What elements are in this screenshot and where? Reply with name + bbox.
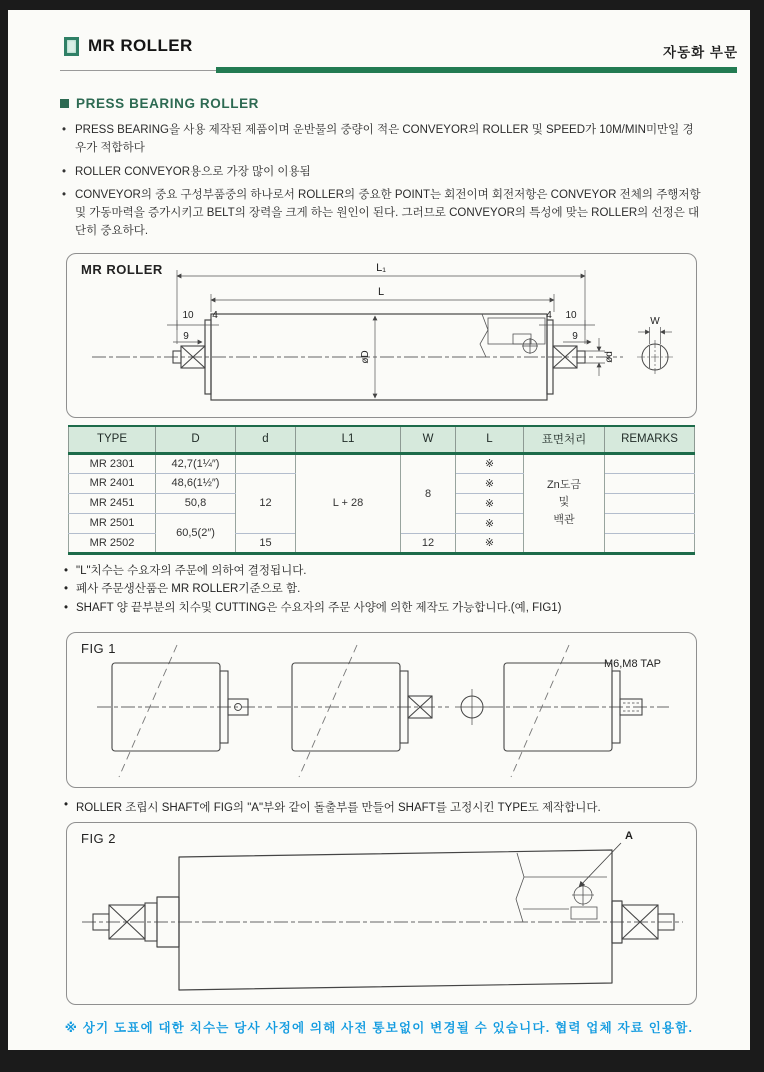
type-cell: MR 2501	[69, 513, 156, 533]
fig2-title: FIG 2	[81, 831, 117, 846]
w-cell: 8	[401, 453, 456, 533]
note-item	[64, 562, 704, 580]
note-item	[64, 599, 704, 617]
table-notes	[64, 562, 704, 617]
note-item	[64, 580, 704, 598]
roller-diagram-box	[66, 253, 697, 418]
type-cell: MR 2451	[69, 493, 156, 513]
header-rule-green-bar	[216, 67, 737, 73]
section-heading-text: PRESS BEARING ROLLER	[76, 96, 260, 111]
assembly-note	[64, 799, 704, 815]
l-cell: ※	[456, 533, 524, 553]
bullet-item	[62, 187, 704, 240]
l-cell: ※	[456, 453, 524, 473]
bullet-item	[62, 164, 704, 182]
l-cell: ※	[456, 513, 524, 533]
l-cell: ※	[456, 493, 524, 513]
remarks-cell	[605, 453, 695, 473]
title-square-icon	[64, 37, 79, 56]
fig1-svg	[67, 633, 698, 789]
table-header-row	[69, 426, 695, 453]
d-major-cell: 42,7(1¼″)	[156, 453, 236, 473]
d-major-cell: 60,5(2″)	[156, 513, 236, 553]
footer-disclaimer: ※ 상기 도표에 대한 치수는 당사 사정에 의해 사전 통보없이 변경될 수 있습니다. 협력 업체 자료 인용함.	[64, 1021, 694, 1035]
surface-line: Zn도금	[546, 479, 582, 492]
l-cell: ※	[456, 473, 524, 493]
remarks-cell	[605, 473, 695, 493]
d-minor-cell: 12	[236, 473, 296, 533]
d-minor-cell: 15	[236, 533, 296, 553]
surface-treatment-cell	[524, 453, 605, 553]
tap-label: M6,M8 TAP	[603, 658, 661, 670]
diagram-box-title: MR ROLLER	[81, 262, 163, 277]
type-cell: MR 2401	[69, 473, 156, 493]
header-cell-surface: 표면처리	[524, 426, 605, 453]
w-cell: 12	[401, 533, 456, 553]
d-major-cell: 50,8	[156, 493, 236, 513]
a-label: A	[625, 830, 633, 842]
label-right-9: 9	[572, 331, 578, 342]
bullet-text: ROLLER CONVEYOR용으로 가장 많이 이용됨	[75, 165, 311, 178]
bullet-marker: •	[64, 565, 69, 577]
bullet-item	[62, 122, 704, 158]
fig2-svg	[67, 823, 698, 1006]
roller-diagram-svg	[67, 254, 698, 419]
label-left-4: 4	[212, 310, 218, 321]
bullet-marker: •	[62, 189, 67, 202]
label-w: W	[650, 316, 660, 327]
bullet-marker: •	[62, 124, 67, 136]
table-row	[69, 453, 695, 473]
document-sheet	[8, 10, 750, 1050]
department-label: 자동화 부문	[663, 45, 738, 60]
fig1-title: FIG 1	[81, 641, 117, 656]
bearing-cutaway-detail	[480, 314, 545, 357]
header-cell-d: d	[236, 426, 296, 453]
type-cell: MR 2502	[69, 533, 156, 553]
fig1-box	[66, 632, 697, 788]
intro-bullet-list	[62, 122, 704, 247]
bullet-marker: •	[64, 583, 69, 596]
note-text: "L"치수는 수요자의 주문에 의하여 결정됩니다.	[76, 565, 307, 577]
header-cell-remarks: REMARKS	[605, 426, 695, 453]
label-phi-d-major: øD	[360, 350, 371, 364]
label-left-10: 10	[182, 310, 194, 321]
remarks-cell	[605, 493, 695, 513]
bearing-cutaway-detail	[516, 853, 607, 922]
header-rule	[60, 67, 737, 74]
assembly-note-text: ROLLER 조립시 SHAFT에 FIG의 "A"부와 같이 돌출부를 만들어 SHAFT를 고정시킨 TYPE도 제작합니다.	[76, 802, 601, 814]
break-lines	[119, 645, 569, 777]
label-right-4: 4	[546, 310, 552, 321]
header-cell-L: L	[456, 426, 524, 453]
page-title: MR ROLLER	[88, 36, 193, 55]
fig2-box	[66, 822, 697, 1005]
label-right-10: 10	[565, 310, 577, 321]
type-cell: MR 2301	[69, 453, 156, 473]
header-cell-L1: L1	[296, 426, 401, 453]
d-minor-cell-empty	[236, 453, 296, 473]
bullet-text: CONVEYOR의 중요 구성부품중의 하나로서 ROLLER의 중요한 POINT는 회전이며 회전저항은 CONVEYOR 전체의 주행저항 및 가동마력을 증가시키고 BELT의 장력을 크게 하는 원인이 된다. 그러므로 CONVEYOR의 특성에 맞는 ROLLER의 선정은 대단히 중요하다.	[75, 189, 701, 238]
spec-table	[68, 425, 695, 555]
section-bullet-icon	[60, 99, 69, 108]
label-l1: L₁	[376, 262, 386, 274]
shaft-end-symbol	[455, 689, 489, 725]
bullet-marker: •	[64, 601, 69, 614]
page-header	[64, 36, 193, 56]
remarks-cell	[605, 513, 695, 533]
note-text: SHAFT 양 끝부분의 치수및 CUTTING은 수요자의 주문 사양에 의한 제작도 가능합니다.(예, FIG1)	[76, 601, 562, 614]
section-heading	[60, 96, 259, 111]
surface-line: 및	[558, 496, 570, 509]
note-text: 폐사 주문생산품은 MR ROLLER기준으로 함.	[76, 583, 301, 596]
l1-cell: L + 28	[296, 453, 401, 553]
remarks-cell	[605, 533, 695, 553]
bullet-marker: •	[62, 165, 67, 178]
roller-body	[157, 850, 622, 990]
dimension-l1	[177, 270, 585, 344]
header-cell-D: D	[156, 426, 236, 453]
bullet-text: PRESS BEARING을 사용 제작된 제품이며 운반물의 중량이 적은 CONVEYOR의 ROLLER 및 SPEED가 10M/MIN미만일 경우가 적합하다	[75, 124, 694, 154]
shaft-end-view	[637, 340, 673, 374]
label-l: L	[377, 286, 385, 298]
header-cell-type: TYPE	[69, 426, 156, 453]
d-major-cell: 48,6(1½″)	[156, 473, 236, 493]
surface-line: 백관	[553, 513, 575, 526]
label-left-9: 9	[183, 331, 189, 342]
label-phi-d-minor: ød	[604, 351, 615, 363]
header-cell-W: W	[401, 426, 456, 453]
bullet-marker: •	[64, 799, 69, 811]
